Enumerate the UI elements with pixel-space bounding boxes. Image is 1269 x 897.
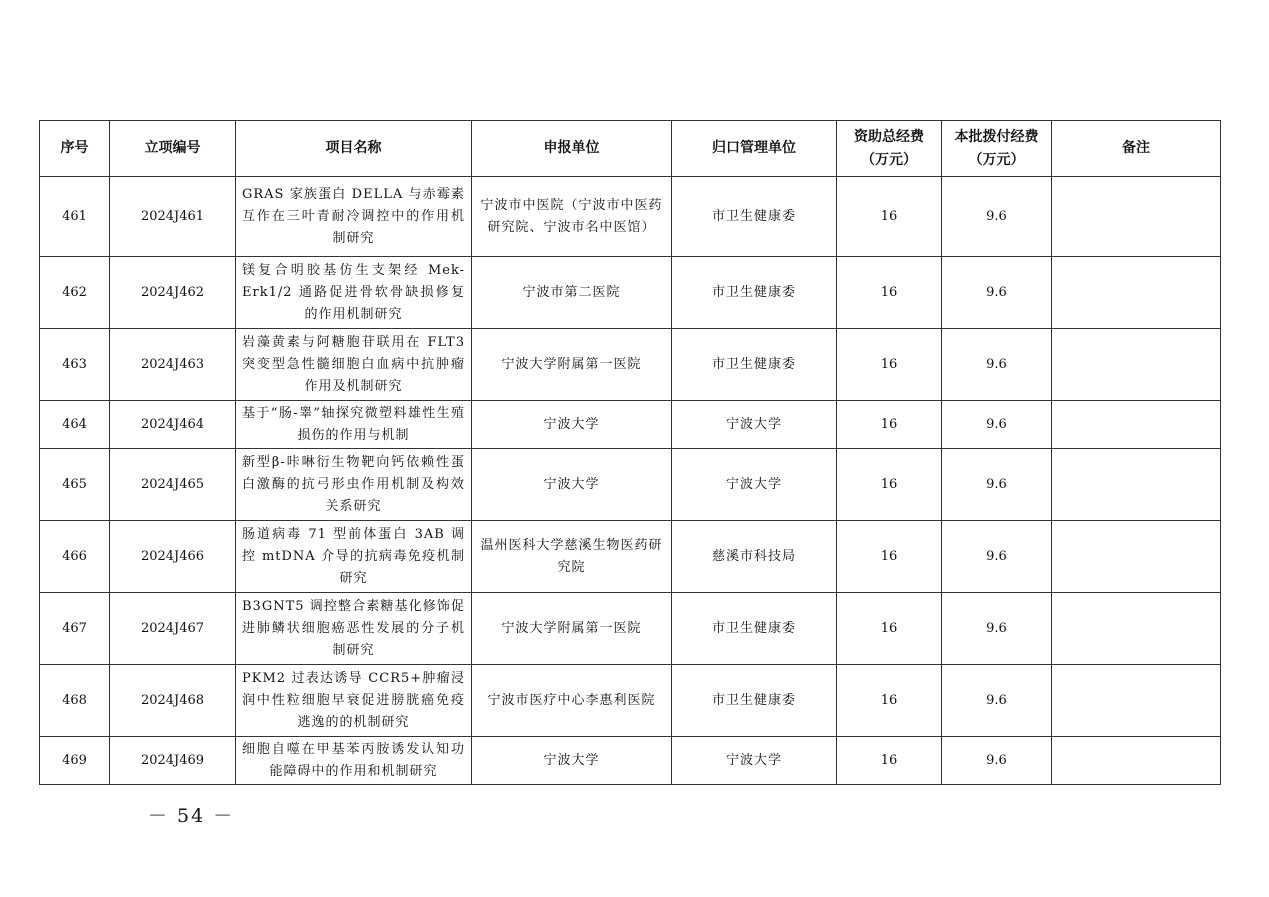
cell-batch-funding: 9.6 bbox=[942, 665, 1052, 737]
header-remark: 备注 bbox=[1052, 121, 1221, 177]
table-header-row bbox=[40, 121, 1221, 177]
cell-serial: 467 bbox=[40, 593, 110, 665]
cell-batch-funding: 9.6 bbox=[942, 593, 1052, 665]
cell-project-code: 2024J469 bbox=[110, 737, 236, 785]
cell-total-funding: 16 bbox=[837, 329, 942, 401]
cell-authority: 市卫生健康委 bbox=[672, 177, 837, 257]
table-row bbox=[40, 449, 1221, 521]
cell-authority: 市卫生健康委 bbox=[672, 257, 837, 329]
cell-project-name: 新型β-咔啉衍生物靶向钙依赖性蛋白激酶的抗弓形虫作用机制及构效关系研究 bbox=[236, 449, 472, 521]
cell-authority: 市卫生健康委 bbox=[672, 329, 837, 401]
header-total-funding: 资助总经费 （万元） bbox=[837, 121, 942, 177]
table-row bbox=[40, 737, 1221, 785]
cell-total-funding: 16 bbox=[837, 449, 942, 521]
cell-total-funding: 16 bbox=[837, 401, 942, 449]
cell-project-code: 2024J467 bbox=[110, 593, 236, 665]
table-row bbox=[40, 401, 1221, 449]
cell-applicant: 宁波大学 bbox=[472, 449, 672, 521]
cell-remark bbox=[1052, 665, 1221, 737]
cell-serial: 465 bbox=[40, 449, 110, 521]
cell-applicant: 宁波大学 bbox=[472, 401, 672, 449]
cell-batch-funding: 9.6 bbox=[942, 401, 1052, 449]
header-batch-funding: 本批拨付经费 （万元） bbox=[942, 121, 1052, 177]
cell-authority: 市卫生健康委 bbox=[672, 593, 837, 665]
cell-project-code: 2024J464 bbox=[110, 401, 236, 449]
cell-authority: 宁波大学 bbox=[672, 737, 837, 785]
cell-total-funding: 16 bbox=[837, 177, 942, 257]
cell-batch-funding: 9.6 bbox=[942, 521, 1052, 593]
cell-remark bbox=[1052, 449, 1221, 521]
cell-project-code: 2024J466 bbox=[110, 521, 236, 593]
cell-total-funding: 16 bbox=[837, 593, 942, 665]
cell-authority: 宁波大学 bbox=[672, 401, 837, 449]
cell-project-code: 2024J461 bbox=[110, 177, 236, 257]
header-project-name: 项目名称 bbox=[236, 121, 472, 177]
cell-project-name: B3GNT5 调控整合素糖基化修饰促进肺鳞状细胞癌恶性发展的分子机制研究 bbox=[236, 593, 472, 665]
cell-batch-funding: 9.6 bbox=[942, 329, 1052, 401]
project-funding-table bbox=[39, 120, 1221, 785]
header-serial: 序号 bbox=[40, 121, 110, 177]
header-project-code: 立项编号 bbox=[110, 121, 236, 177]
cell-total-funding: 16 bbox=[837, 737, 942, 785]
cell-remark bbox=[1052, 737, 1221, 785]
cell-serial: 464 bbox=[40, 401, 110, 449]
cell-applicant: 宁波市中医院（宁波市中医药研究院、宁波市名中医馆） bbox=[472, 177, 672, 257]
cell-serial: 466 bbox=[40, 521, 110, 593]
table-row bbox=[40, 329, 1221, 401]
cell-serial: 462 bbox=[40, 257, 110, 329]
cell-project-name: GRAS 家族蛋白 DELLA 与赤霉素互作在三叶青耐冷调控中的作用机制研究 bbox=[236, 177, 472, 257]
cell-authority: 慈溪市科技局 bbox=[672, 521, 837, 593]
cell-batch-funding: 9.6 bbox=[942, 257, 1052, 329]
header-authority: 归口管理单位 bbox=[672, 121, 837, 177]
cell-applicant: 宁波大学 bbox=[472, 737, 672, 785]
table-row bbox=[40, 257, 1221, 329]
cell-project-name: 岩藻黄素与阿糖胞苷联用在 FLT3 突变型急性髓细胞白血病中抗肿瘤作用及机制研究 bbox=[236, 329, 472, 401]
cell-remark bbox=[1052, 257, 1221, 329]
cell-project-code: 2024J468 bbox=[110, 665, 236, 737]
table-row bbox=[40, 593, 1221, 665]
cell-project-name: 基于“肠-睾”轴探究微塑料雄性生殖损伤的作用与机制 bbox=[236, 401, 472, 449]
cell-authority: 宁波大学 bbox=[672, 449, 837, 521]
cell-total-funding: 16 bbox=[837, 257, 942, 329]
cell-applicant: 宁波市第二医院 bbox=[472, 257, 672, 329]
cell-serial: 463 bbox=[40, 329, 110, 401]
cell-project-code: 2024J462 bbox=[110, 257, 236, 329]
cell-remark bbox=[1052, 177, 1221, 257]
cell-applicant: 宁波市医疗中心李惠利医院 bbox=[472, 665, 672, 737]
cell-remark bbox=[1052, 521, 1221, 593]
cell-serial: 469 bbox=[40, 737, 110, 785]
cell-project-name: PKM2 过表达诱导 CCR5+肿瘤浸润中性粒细胞早衰促进膀胱癌免疫逃逸的的机制研究 bbox=[236, 665, 472, 737]
cell-remark bbox=[1052, 401, 1221, 449]
cell-serial: 461 bbox=[40, 177, 110, 257]
cell-authority: 市卫生健康委 bbox=[672, 665, 837, 737]
cell-project-code: 2024J465 bbox=[110, 449, 236, 521]
cell-remark bbox=[1052, 329, 1221, 401]
cell-total-funding: 16 bbox=[837, 521, 942, 593]
cell-total-funding: 16 bbox=[837, 665, 942, 737]
page-number: － 54 － bbox=[148, 805, 235, 827]
table-row bbox=[40, 521, 1221, 593]
cell-applicant: 宁波大学附属第一医院 bbox=[472, 329, 672, 401]
cell-applicant: 温州医科大学慈溪生物医药研究院 bbox=[472, 521, 672, 593]
cell-batch-funding: 9.6 bbox=[942, 449, 1052, 521]
cell-batch-funding: 9.6 bbox=[942, 737, 1052, 785]
table-row bbox=[40, 665, 1221, 737]
cell-serial: 468 bbox=[40, 665, 110, 737]
cell-project-name: 肠道病毒 71 型前体蛋白 3AB 调控 mtDNA 介导的抗病毒免疫机制研究 bbox=[236, 521, 472, 593]
header-applicant: 申报单位 bbox=[472, 121, 672, 177]
table-row bbox=[40, 177, 1221, 257]
cell-applicant: 宁波大学附属第一医院 bbox=[472, 593, 672, 665]
cell-project-name: 细胞自噬在甲基苯丙胺诱发认知功能障碍中的作用和机制研究 bbox=[236, 737, 472, 785]
cell-project-name: 镁复合明胶基仿生支架经 Mek-Erk1/2 通路促进骨软骨缺损修复的作用机制研究 bbox=[236, 257, 472, 329]
cell-project-code: 2024J463 bbox=[110, 329, 236, 401]
cell-batch-funding: 9.6 bbox=[942, 177, 1052, 257]
cell-remark bbox=[1052, 593, 1221, 665]
